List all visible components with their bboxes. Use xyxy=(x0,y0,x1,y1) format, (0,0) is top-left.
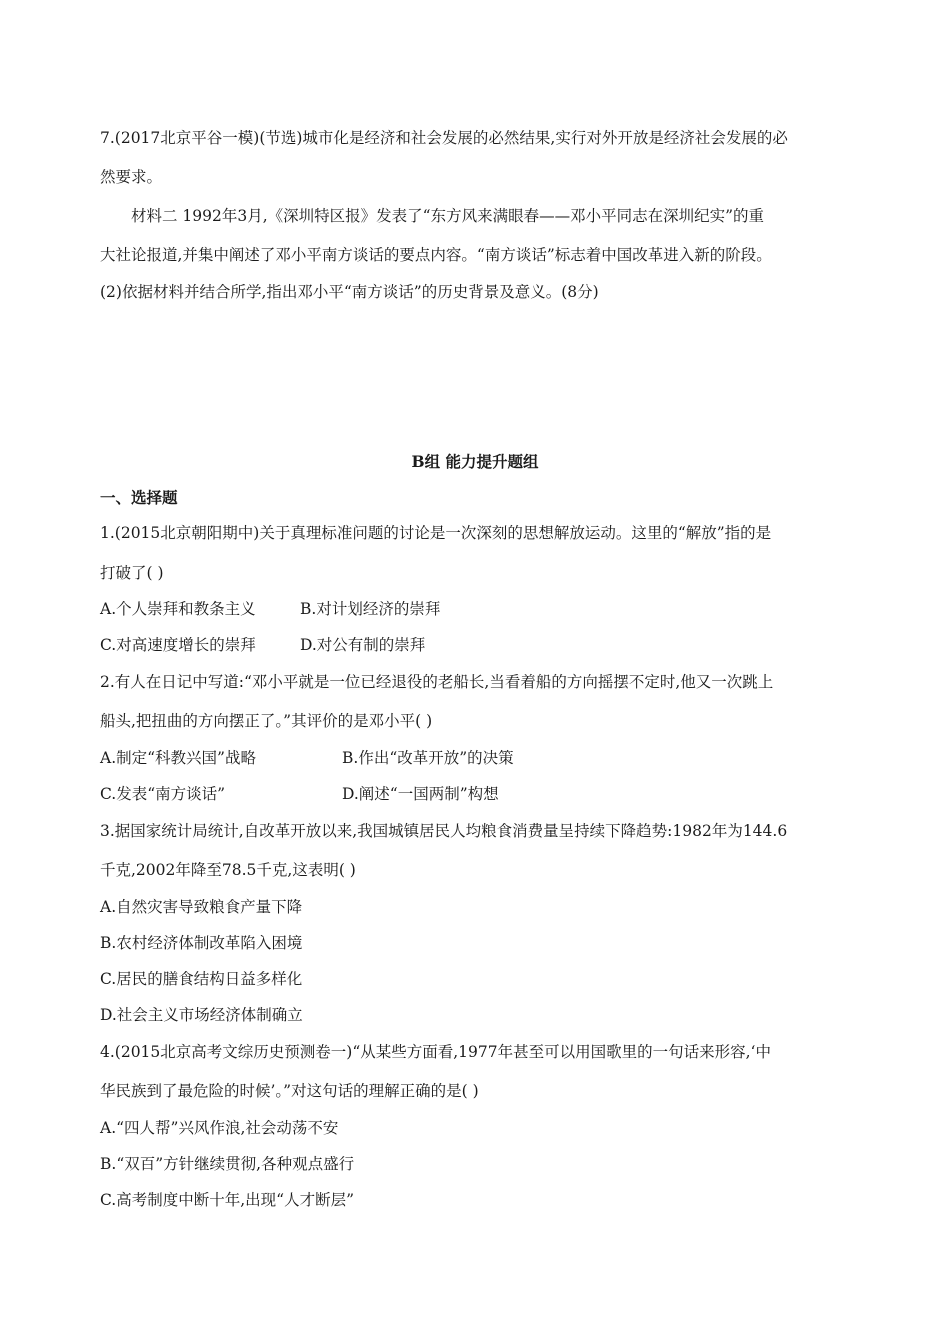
q2-option-b: B.作出“改革开放”的决策 xyxy=(342,749,514,767)
q7-stem-line2: 然要求。 xyxy=(100,168,163,186)
q4-option-b: B.“双百”方针继续贯彻,各种观点盛行 xyxy=(100,1155,355,1173)
q3-option-a: A.自然灾害导致粮食产量下降 xyxy=(100,898,303,916)
q2-option-d: D.阐述“一国两制”构想 xyxy=(342,785,499,803)
q2-option-c: C.发表“南方谈话” xyxy=(100,785,226,803)
q4-stem-line2: 华民族到了最危险的时候’。”对这句话的理解正确的是( ) xyxy=(100,1082,479,1100)
q4-stem-line1: 4.(2015北京高考文综历史预测卷一)“从某些方面看,1977年甚至可以用国歌里的一句话来形容,‘中 xyxy=(100,1043,771,1061)
section-title: B组 能力提升题组 xyxy=(411,452,539,471)
q1-option-c: C.对高速度增长的崇拜 xyxy=(100,636,256,654)
q3-stem-line1: 3.据国家统计局统计,自改革开放以来,我国城镇居民人均粮食消费量呈持续下降趋势:1982年为144.6 xyxy=(100,822,788,840)
q2-option-a: A.制定“科教兴国”战略 xyxy=(100,749,256,767)
q2-stem-line2: 船头,把扭曲的方向摆正了。”其评价的是邓小平( ) xyxy=(100,712,433,730)
q7-subquestion-2: (2)依据材料并结合所学,指出邓小平“南方谈话”的历史背景及意义。(8分) xyxy=(100,283,599,301)
q3-option-d: D.社会主义市场经济体制确立 xyxy=(100,1006,303,1024)
q7-material-line2: 大社论报道,并集中阐述了邓小平南方谈话的要点内容。“南方谈话”标志着中国改革进入新的阶段。 xyxy=(100,246,772,264)
q2-stem-line1: 2.有人在日记中写道:“邓小平就是一位已经退役的老船长,当看着船的方向摇摆不定时,他又一次跳上 xyxy=(100,673,774,691)
q1-stem-line2: 打破了( ) xyxy=(100,564,164,582)
q1-option-a: A.个人崇拜和教条主义 xyxy=(100,600,256,618)
q3-option-b: B.农村经济体制改革陷入困境 xyxy=(100,934,303,952)
q1-option-b: B.对计划经济的崇拜 xyxy=(300,600,441,618)
q4-option-a: A.“四人帮”兴风作浪,社会动荡不安 xyxy=(100,1119,339,1137)
q4-option-c: C.高考制度中断十年,出现“人才断层” xyxy=(100,1191,355,1209)
q7-material-line1: 材料二 1992年3月,《深圳特区报》发表了“东方风来满眼春——邓小平同志在深圳纪实”的重 xyxy=(131,207,765,225)
q3-stem-line2: 千克,2002年降至78.5千克,这表明( ) xyxy=(100,861,356,879)
q1-option-d: D.对公有制的崇拜 xyxy=(300,636,426,654)
part-title: 一、选择题 xyxy=(100,488,178,507)
q1-stem-line1: 1.(2015北京朝阳期中)关于真理标准问题的讨论是一次深刻的思想解放运动。这里的“解放”指的是 xyxy=(100,524,772,542)
q3-option-c: C.居民的膳食结构日益多样化 xyxy=(100,970,303,988)
q7-stem-line1: 7.(2017北京平谷一模)(节选)城市化是经济和社会发展的必然结果,实行对外开放是经济社会发展的必 xyxy=(100,129,788,147)
